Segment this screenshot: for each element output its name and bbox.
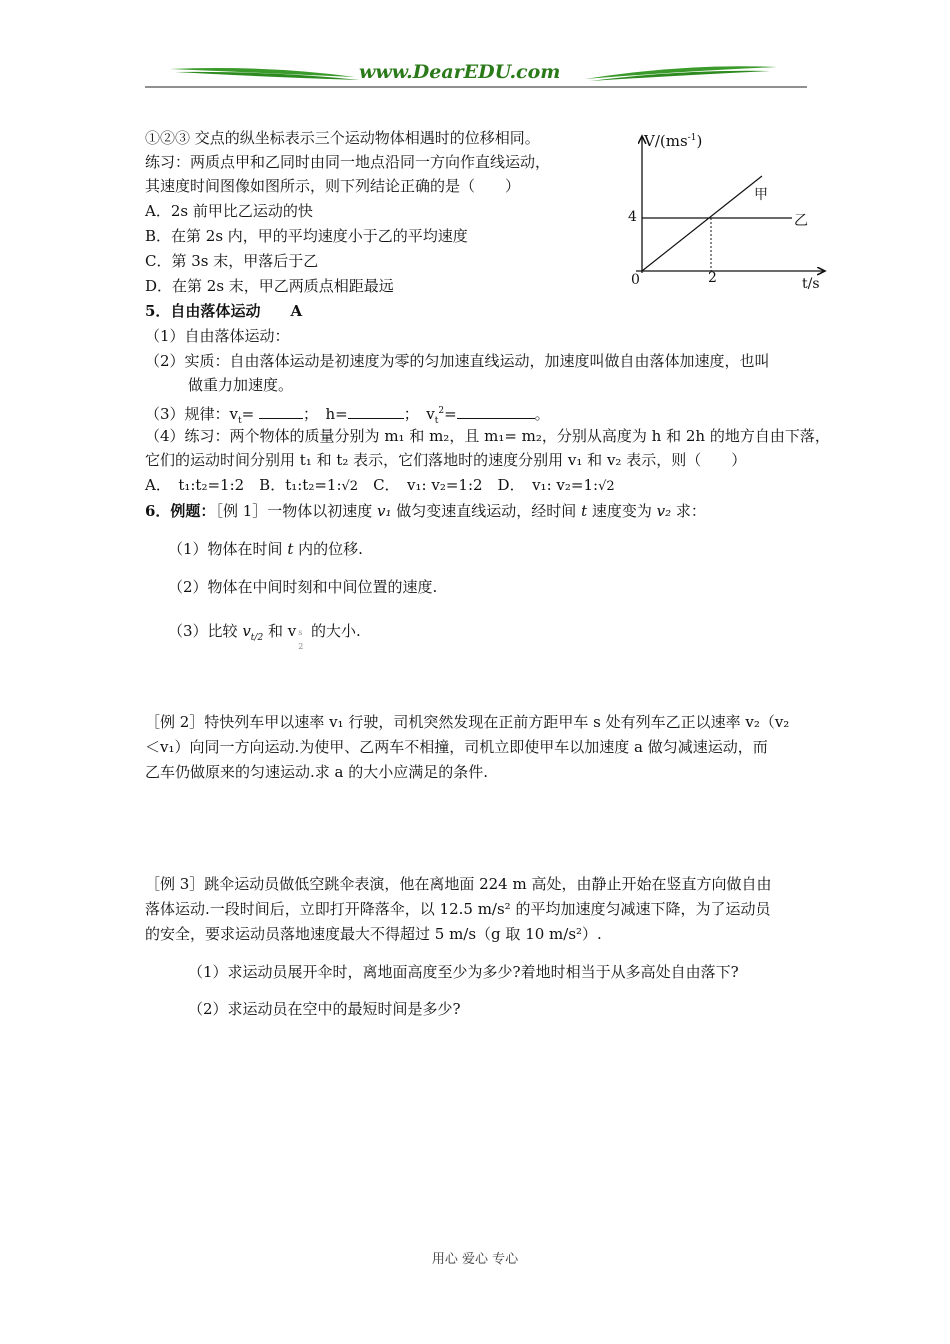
ex1-question1 <box>168 538 363 560</box>
graph-y-tick: 4 <box>628 209 637 225</box>
q3-sub: t/2 <box>250 633 264 643</box>
example3-question2: （2）求运动员在空中的最短时间是多少? <box>188 1000 461 1018</box>
ex1-a: ［例 1］一物体以初速度 <box>215 502 378 520</box>
example2-line1: ［例 2］特快列车甲以速率 v₁ 行驶，司机突然发现在正前方距甲车 s 处有列车乙正以速率 v₂（v₂ <box>145 713 790 731</box>
graph-origin: 0 <box>631 272 640 288</box>
sqrt2-1: √2 <box>341 479 359 494</box>
blank-h <box>348 403 404 419</box>
section5-item4-line1: （4）练习：两个物体的质量分别为 m₁ 和 m₂，且 m₁= m₂，分别从高度为 h 和 2h 的地方自由下落， <box>145 427 830 445</box>
blank-vt <box>259 403 303 419</box>
sqrt2-2: √2 <box>598 479 615 494</box>
blank-vt2 <box>457 403 535 419</box>
graph-x-tick: 2 <box>708 270 717 286</box>
graph-x-label: t/s <box>802 276 820 292</box>
ex1-question3 <box>168 620 361 649</box>
example3-line3: 的安全，要求运动员落地速度最大不得超过 5 m/s（g 取 10 m/s²）. <box>145 925 602 943</box>
option-b: B．在第 2s 内，甲的平均速度小于乙的平均速度 <box>145 227 468 245</box>
section5-item1: （1）自由落体运动： <box>145 327 290 345</box>
item3-c: = <box>241 405 255 423</box>
exercise-line1: 练习：两质点甲和乙同时由同一地点沿同一方向作直线运动， <box>145 153 551 171</box>
section5-item2-line1: （2）实质：自由落体运动是初速度为零的匀加速直线运动，加速度叫做自由落体加速度，也叫 <box>145 352 770 370</box>
graph-label-jia: 甲 <box>754 187 768 203</box>
example2-line2: ＜v₁）向同一方向运动.为使甲、乙两车不相撞，司机立即使甲车以加速度 a 做匀减速运动，而 <box>145 738 768 756</box>
line-jia <box>642 176 762 271</box>
graph-y-label <box>644 132 702 150</box>
item3-d: ； h= <box>303 405 348 423</box>
intro-note: ①②③ 交点的纵坐标表示三个运动物体相遇时的位移相同。 <box>145 129 540 147</box>
section5-item4-line2: 它们的运动时间分别用 t₁ 和 t₂ 表示，它们落地时的速度分别用 v₁ 和 v₂ 表示，则（ ） <box>145 451 747 469</box>
section5-item4-options <box>145 474 615 498</box>
graph-y-label-close: ) <box>696 132 703 150</box>
example3-line2: 落体运动.一段时间后，立即打开降落伞，以 12.5 m/s² 的平均加速度匀减速下降，为了运动员 <box>145 900 771 918</box>
option-c: C．第 3s 末，甲落后于乙 <box>145 252 319 270</box>
q1-b: 内的位移. <box>293 540 363 558</box>
section6-title: 6．例题： <box>145 502 216 520</box>
item3-a: （3）规律：v <box>145 405 239 423</box>
exercise-line2: 其速度时间图像如图所示，则下列结论正确的是（ ） <box>145 177 521 195</box>
ex1-d: 求： <box>671 502 706 520</box>
q3-fraction <box>296 622 306 651</box>
graph-label-yi: 乙 <box>794 213 808 229</box>
header-logo <box>145 55 807 95</box>
example3-line1: ［例 3］跳伞运动员做低空跳伞表演，他在离地面 224 m 高处，由静止开始在竖直方向做自由 <box>145 875 772 893</box>
item3-e: ； v <box>403 405 435 423</box>
item3-h: = <box>444 405 457 423</box>
graph-y-label-text: V/(ms <box>644 132 688 150</box>
q3-b: 和 v <box>263 622 297 640</box>
ex1-v1: v₁ <box>377 502 392 520</box>
example3-question1: （1）求运动员展开伞时，离地面高度至少为多少?着地时相当于从多高处自由落下? <box>188 963 739 981</box>
item3-i: 。 <box>534 405 550 423</box>
option-d: D．在第 2s 末，甲乙两质点相距最远 <box>145 277 394 295</box>
ex1-question2: （2）物体在中间时刻和中间位置的速度. <box>168 578 438 596</box>
q1-a: （1）物体在时间 <box>168 540 288 558</box>
velocity-time-graph <box>622 128 832 298</box>
header-logo-text: www.DearEDU.com <box>359 61 561 83</box>
section5-title: 5．自由落体运动 A <box>145 302 303 320</box>
q3-frac-den: 2 <box>298 642 304 651</box>
footer-text: 用心 爱心 专心 <box>431 1252 519 1267</box>
example2-line3: 乙车仍做原来的匀速运动.求 a 的大小应满足的条件. <box>145 763 489 781</box>
section5-item2-line2: 做重力加速度。 <box>188 376 294 394</box>
option-a: A．2s 前甲比乙运动的快 <box>145 202 313 220</box>
q3-a: （3）比较 <box>168 622 243 640</box>
q3-v: v <box>242 622 251 640</box>
item3-g: 2 <box>438 406 445 416</box>
ex1-v2: v₂ <box>656 502 672 520</box>
item3-f: t <box>434 416 439 426</box>
q3-frac-num: s <box>298 628 303 637</box>
item3-b: t <box>238 416 242 426</box>
item4-options-part1: A． t₁:t₂=1:2 B．t₁:t₂=1: <box>145 476 342 494</box>
q1-t: t <box>287 540 294 558</box>
ex1-b: 做匀变速直线运动，经时间 <box>391 502 582 520</box>
section6-example1 <box>145 500 706 522</box>
q3-c: 的大小. <box>306 622 361 640</box>
graph-y-label-sup: -1 <box>687 133 697 143</box>
ex1-c: 速度变为 <box>587 502 657 520</box>
ex1-t: t <box>581 502 588 520</box>
item4-options-part2: C． v₁: v₂=1:2 D． v₁: v₂=1: <box>358 476 599 494</box>
